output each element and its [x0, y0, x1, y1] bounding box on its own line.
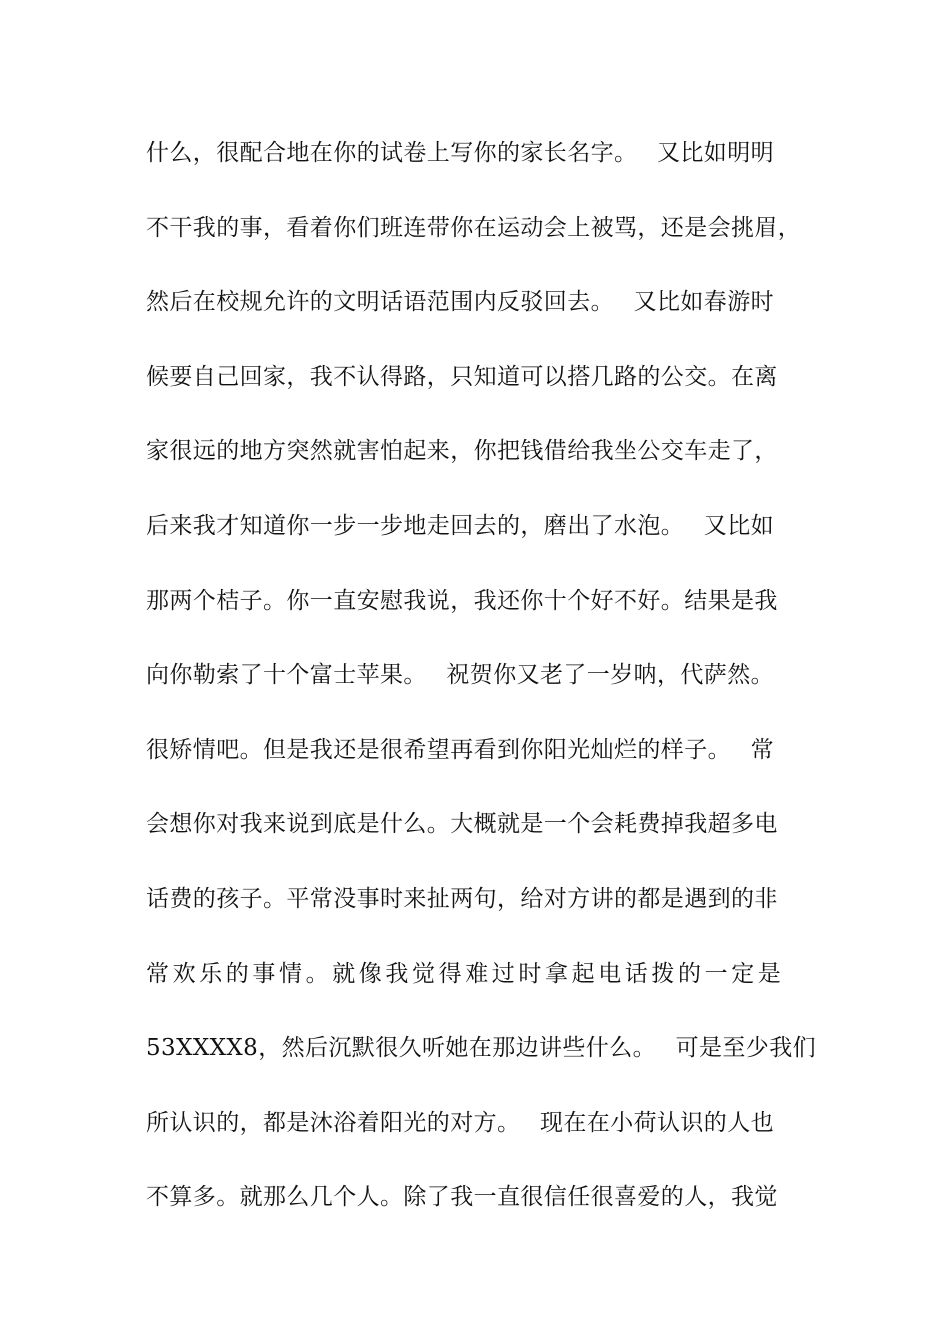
text-line: 那两个桔子。你一直安慰我说，我还你十个好不好。结果是我 [146, 587, 778, 614]
text-line: 后来我才知道你一步一步地走回去的，磨出了水泡。 又比如 [146, 512, 775, 539]
body-text [146, 131, 817, 1250]
text-line: 很矫情吧。但是我还是很希望再看到你阳光灿烂的样子。 常 [146, 736, 775, 763]
text-line: 候要自己回家，我不认得路，只知道可以搭几路的公交。在离 [146, 363, 778, 390]
text-line: 向你勒索了十个富士苹果。 祝贺你又老了一岁呐，代萨然。 [146, 662, 775, 689]
text-line: 家很远的地方突然就害怕起来，你把钱借给我坐公交车走了， [146, 438, 778, 465]
text-line: 常欢乐的事情。就像我觉得难过时拿起电话拨的一定是 [146, 960, 785, 987]
text-line: 不干我的事，看着你们班连带你在运动会上被骂，还是会挑眉， [146, 214, 802, 241]
text-line: 话费的孩子。平常没事时来扯两句，给对方讲的都是遇到的非 [146, 885, 778, 912]
text-line: 所认识的，都是沐浴着阳光的对方。 现在在小荷认识的人也 [146, 1109, 775, 1136]
text-line: 什么，很配合地在你的试卷上写你的家长名字。 又比如明明 [146, 140, 775, 166]
text-line: 不算多。就那么几个人。除了我一直很信任很喜爱的人，我觉 [146, 1184, 778, 1211]
text-line: 会想你对我来说到底是什么。大概就是一个会耗费掉我超多电 [146, 811, 778, 838]
text-line: 53XXXX8，然后沉默很久听她在那边讲些什么。 可是至少我们 [146, 1035, 817, 1062]
text-line: 然后在校规允许的文明话语范围内反驳回去。 又比如春游时 [146, 289, 775, 316]
